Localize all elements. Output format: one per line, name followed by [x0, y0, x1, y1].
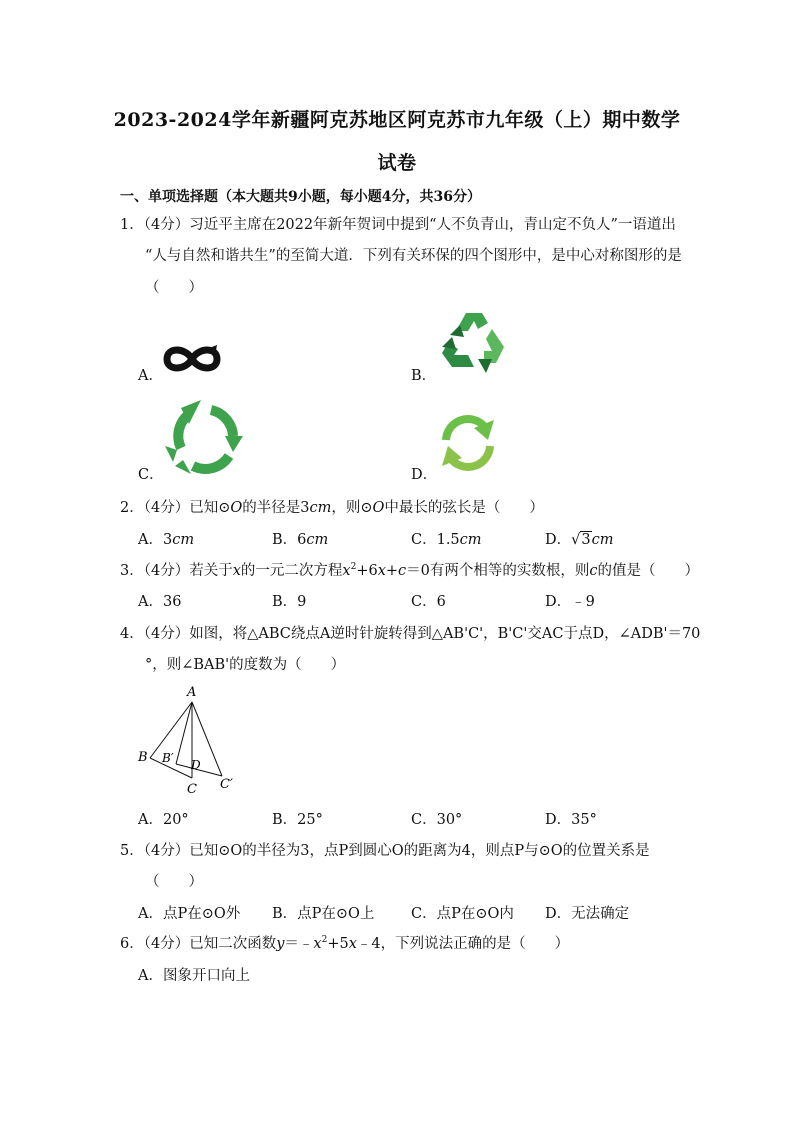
- fig-label-c-prime: C′: [220, 777, 233, 792]
- q4-option-a: A．20°: [138, 812, 189, 828]
- infinity-arrow-icon: [163, 343, 221, 375]
- q1-option-c-label: C．: [138, 467, 164, 483]
- q2-option-d: D．√3cm: [545, 532, 614, 548]
- recycle-icon: [434, 307, 514, 379]
- q5-option-d: D．无法确定: [545, 906, 630, 922]
- circular-arrows-icon: [163, 396, 245, 478]
- q4-line1: 4．（4分）如图，将△ABC绕点A逆时针旋转得到△AB'C'，B'C'交AC于点D，∠ADB'＝70: [120, 626, 701, 642]
- q1-option-d-label: D．: [411, 467, 438, 483]
- q5-option-b: B．点P在⊙O上: [272, 906, 375, 922]
- fig-label-a: A: [187, 685, 197, 700]
- fig-label-b: B: [138, 750, 148, 765]
- q6-option-a: A．图象开口向上: [138, 968, 250, 984]
- section-heading: 一、单项选择题（本大题共9小题，每小题4分，共36分）: [120, 189, 481, 205]
- q4-line2: °，则∠BAB'的度数为（ ）: [145, 657, 346, 673]
- fig-label-b-prime: B′: [162, 751, 174, 765]
- refresh-arrows-icon: [436, 410, 500, 476]
- q5-line1: 5．（4分）已知⊙O的半径为3，点P到圆心O的距离为4，则点P与⊙O的位置关系是: [120, 843, 650, 859]
- q5-line2: （ ）: [145, 874, 203, 890]
- q3-option-d: D．﹣9: [545, 594, 595, 610]
- rotation-triangle-figure: [130, 682, 250, 802]
- page-title-line2: 试卷: [377, 152, 417, 174]
- q3-option-c: C．6: [411, 594, 446, 610]
- q3-option-a: A．36: [138, 594, 182, 610]
- q2-option-a: A．3cm: [138, 532, 195, 548]
- q2-option-c: C．1.5cm: [411, 532, 482, 548]
- q4-option-c: C．30°: [411, 812, 463, 828]
- q2-stem: 2．（4分）已知⊙O的半径是3cm，则⊙O中最长的弦长是（ ）: [120, 500, 544, 516]
- q4-option-d: D．35°: [545, 812, 597, 828]
- q2-option-b: B．6cm: [272, 532, 329, 548]
- q6-stem: 6．（4分）已知二次函数$y=﹣x^2+5x﹣4$，下列说法正确的是（ ）: [120, 935, 570, 952]
- q3-stem: 3．（4分）若关于x的一元二次方程$x^2+6x+c=0$有两个相等的实数根，则c的值是（ ）: [120, 562, 700, 579]
- fig-label-c: C: [187, 782, 197, 797]
- page-title-line1: 2023-2024学年新疆阿克苏地区阿克苏市九年级（上）期中数学: [113, 109, 681, 131]
- q1-option-b-label: B．: [411, 368, 437, 384]
- q1-option-a-label: A．: [138, 368, 163, 384]
- q1-line2: “人与自然和谐共生”的至简大道．下列有关环保的四个图形中，是中心对称图形的是: [145, 248, 682, 264]
- q1-line1: 1．（4分）习近平主席在2022年新年贺词中提到“人不负青山，青山定不负人”一语道出: [120, 217, 676, 233]
- q4-option-b: B．25°: [272, 812, 323, 828]
- sqrt-symbol: √3: [571, 532, 591, 548]
- fig-label-d: D: [191, 758, 201, 772]
- q5-option-a: A．点P在⊙O外: [138, 906, 241, 922]
- q1-line3: （ ）: [145, 280, 203, 296]
- q3-option-b: B．9: [272, 594, 307, 610]
- q5-option-c: C．点P在⊙O内: [411, 906, 514, 922]
